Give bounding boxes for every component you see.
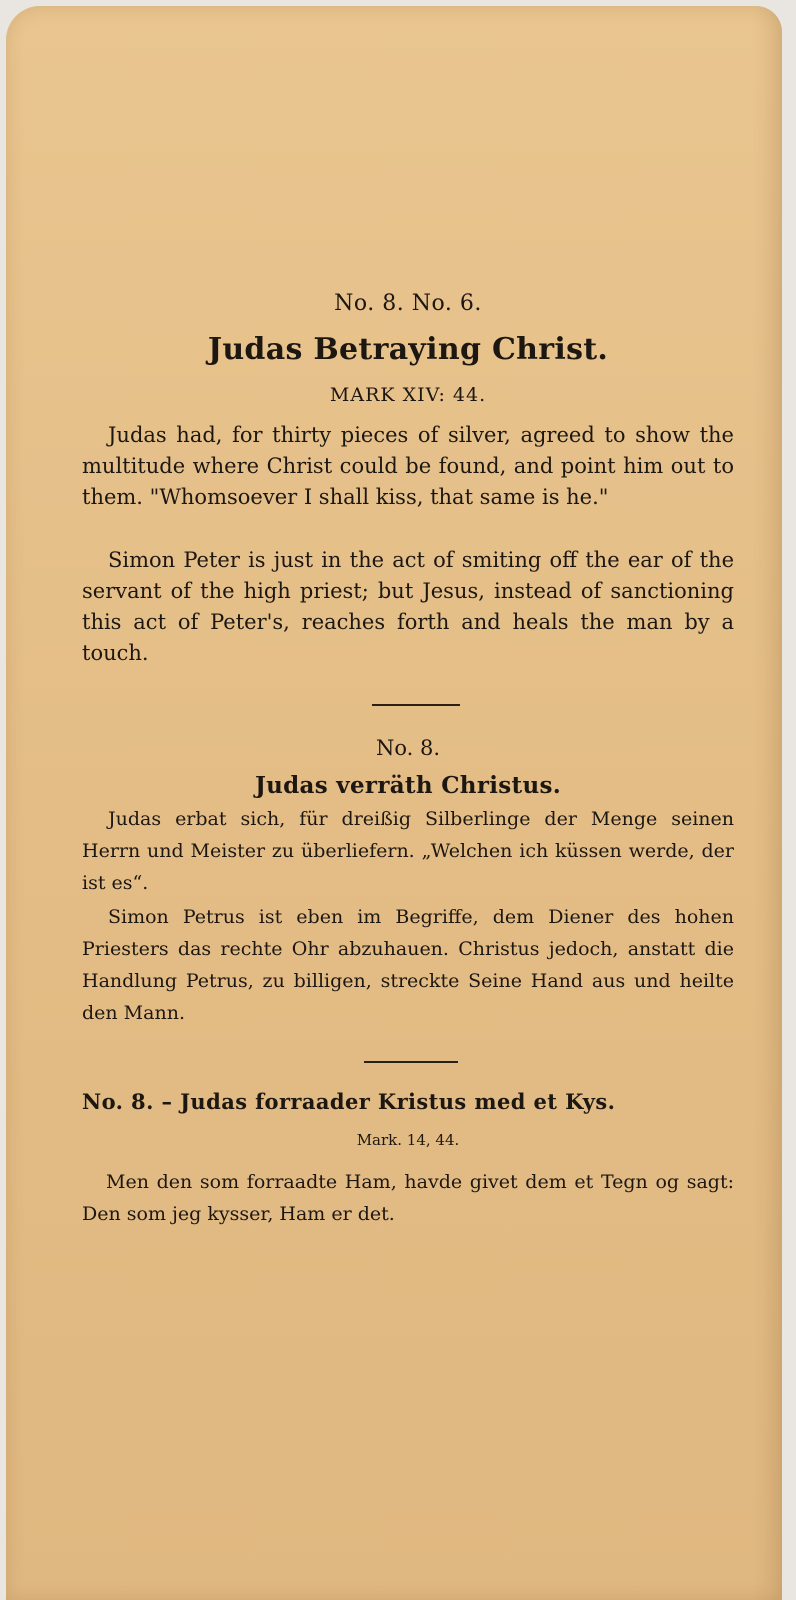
german-title: Judas verräth Christus. [254, 772, 562, 799]
card [6, 6, 782, 1600]
divider [364, 1061, 458, 1063]
german-paragraph-2: Simon Petrus ist eben im Begriffe, dem Diener des hohen Priesters das rechte Ohr abzuhauen. Christus jedoch, anstatt die Handlung Petrus, zu billigen, streckte Seine Hand aus und heilte den Mann. [82, 906, 734, 1024]
card-edge-shading [752, 6, 782, 1600]
german-paragraph-1: Judas erbat sich, für dreißig Silberlinge der Menge seinen Herrn und Meister zu überliefern. „Welchen ich küssen werde, der ist es“. [82, 808, 734, 894]
german-number: No. 8. [375, 736, 441, 760]
danish-reference: Mark. 14, 44. [356, 1131, 460, 1149]
english-title: Judas Betraying Christ. [207, 332, 609, 367]
danish-paragraph: Men den som forraadte Ham, havde givet dem et Tegn og sagt: Den som jeg kysser, Ham er det. [82, 1171, 734, 1225]
divider [372, 704, 460, 706]
english-reference: MARK XIV: 44. [329, 384, 487, 406]
english-paragraph-1: Judas had, for thirty pieces of silver, agreed to show the multitude where Christ could be found, and point him out to them. "Whomsoever I shall kiss, that same is he." [82, 423, 734, 509]
danish-title: No. 8. – Judas forraader Kristus med et Kys. [82, 1089, 616, 1114]
english-paragraph-2: Simon Peter is just in the act of smiting off the ear of the servant of the high priest; but Jesus, instead of sanctioning this act of Peter's, reaches forth and heals the man by a touch. [82, 548, 734, 665]
card-numbers: No. 8. No. 6. [334, 291, 482, 316]
